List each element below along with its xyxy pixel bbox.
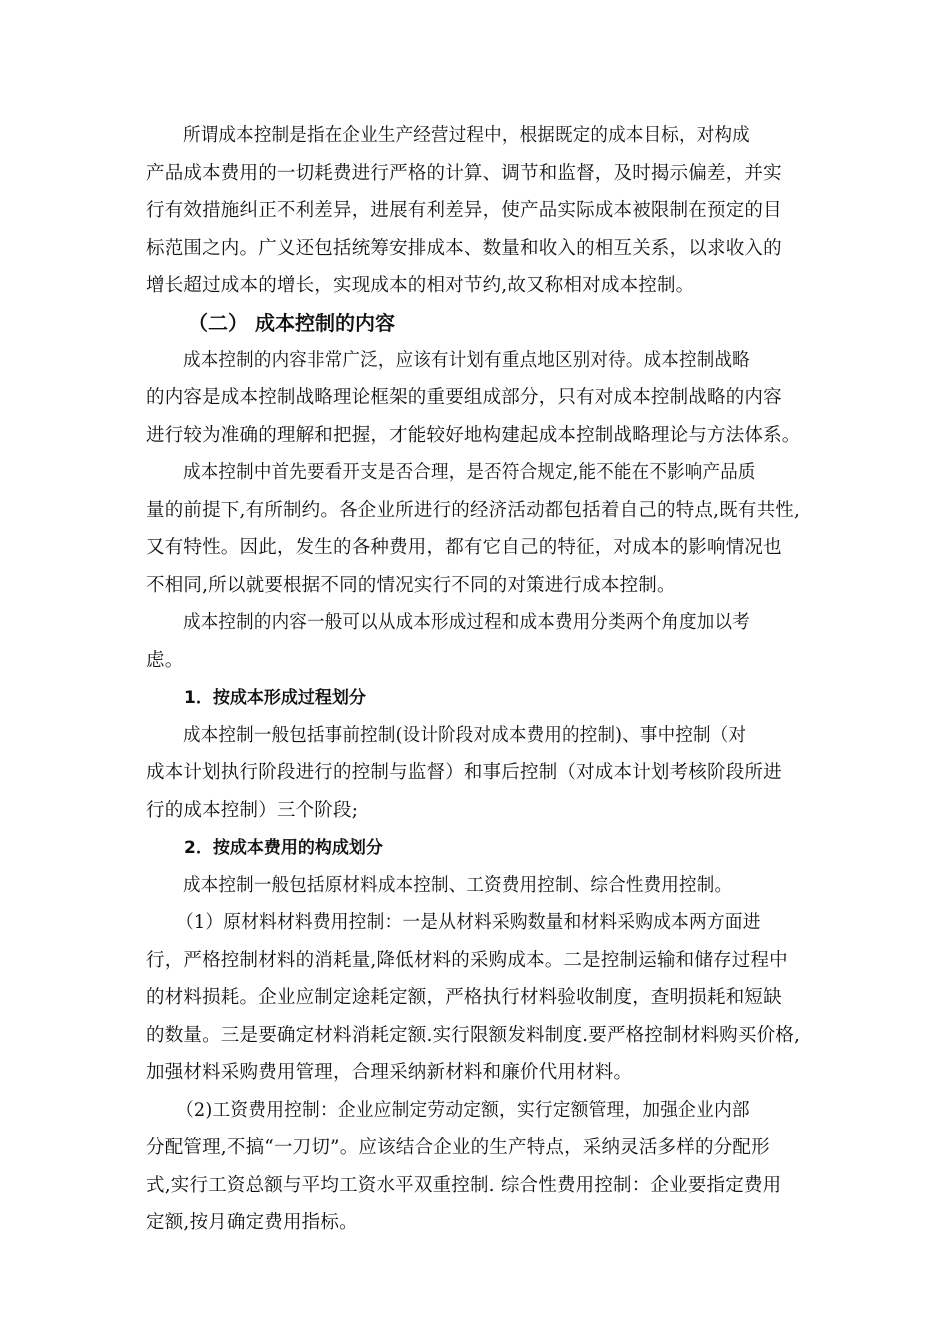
text-line: 不相同,所以就要根据不同的情况实行不同的对策进行成本控制。 — [146, 575, 676, 596]
text-line: 成本计划执行阶段进行的控制与监督）和事后控制（对成本计划考核阶段所进 — [146, 762, 782, 783]
text-line: 虑。 — [146, 650, 184, 671]
text-line: 的内容是成本控制战略理论框架的重要组成部分，只有对成本控制战略的内容 — [146, 387, 782, 408]
text-line: 量的前提下,有所制约。各企业所进行的经济活动都包括着自己的特点,既有共性, — [146, 500, 801, 521]
text-line: 行有效措施纠正不利差异，进展有利差异，使产品实际成本被限制在预定的目 — [146, 200, 782, 221]
text-line: 增长超过成本的增长，实现成本的相对节约,故又称相对成本控制。 — [146, 275, 695, 296]
text-line: 成本控制一般包括事前控制(设计阶段对成本费用的控制)、事中控制（对 — [183, 725, 747, 746]
text-line: 行的成本控制）三个阶段; — [146, 800, 359, 821]
text-line: 的数量。三是要确定材料消耗定额.实行限额发料制度.要严格控制材料购买价格, — [146, 1025, 801, 1046]
text-line: 式,实行工资总额与平均工资水平双重控制. 综合性费用控制：企业要指定费用 — [146, 1175, 782, 1196]
text-line: 标范围之内。广义还包括统筹安排成本、数量和收入的相互关系，以求收入的 — [146, 238, 782, 259]
text-line: 成本控制的内容一般可以从成本形成过程和成本费用分类两个角度加以考 — [183, 612, 750, 633]
text-line: 所谓成本控制是指在企业生产经营过程中，根据既定的成本目标，对构成 — [183, 125, 750, 146]
text-line: 成本控制中首先要看开支是否合理，是否符合规定,能不能在不影响产品质 — [183, 462, 756, 483]
text-line: 行，严格控制材料的消耗量,降低材料的采购成本。二是控制运输和储存过程中 — [146, 950, 788, 971]
text-line: 分配管理,不搞“一刀切”。应该结合企业的生产特点，采纳灵活多样的分配形 — [146, 1137, 770, 1158]
subsection-heading: 2．按成本费用的构成划分 — [184, 838, 383, 858]
text-line: 进行较为准确的理解和把握，才能较好地构建起成本控制战略理论与方法体系。 — [146, 425, 801, 446]
text-line: 产品成本费用的一切耗费进行严格的计算、调节和监督，及时揭示偏差，并实 — [146, 163, 782, 184]
subsection-heading: 1．按成本形成过程划分 — [184, 688, 366, 708]
paragraph-cost-categories: 成本控制一般包括原材料成本控制、工资费用控制、综合性费用控制。 — [183, 875, 733, 896]
text-line: （2)工资费用控制：企业应制定劳动定额，实行定额管理，加强企业内部 — [176, 1100, 750, 1121]
text-line: （1）原材料材料费用控制：一是从材料采购数量和材料采购成本两方面进 — [176, 912, 761, 933]
text-line: 又有特性。因此，发生的各种费用，都有它自己的特征，对成本的影响情况也 — [146, 537, 782, 558]
text-line: 加强材料采购费用管理，合理采纳新材料和廉价代用材料。 — [146, 1062, 633, 1083]
text-line: 定额,按月确定费用指标。 — [146, 1212, 358, 1233]
text-line: 成本控制的内容非常广泛，应该有计划有重点地区别对待。成本控制战略 — [183, 350, 750, 371]
text-line: 的材料损耗。企业应制定途耗定额，严格执行材料验收制度，查明损耗和短缺 — [146, 987, 782, 1008]
section-heading: （二） 成本控制的内容 — [188, 311, 395, 335]
